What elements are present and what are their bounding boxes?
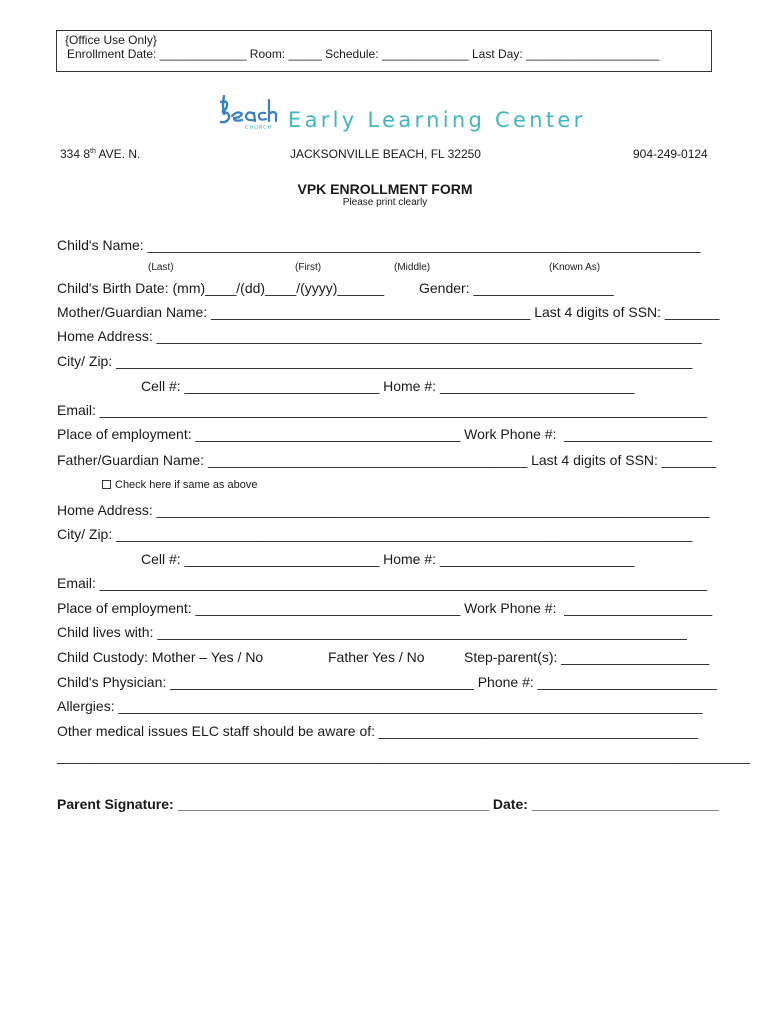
form-subtitle: Please print clearly xyxy=(342,197,428,208)
email-field-1[interactable]: Email: ______________________________________________________________________________ xyxy=(57,402,708,418)
custody-mother-field[interactable]: Child Custody: Mother – Yes / No xyxy=(57,649,264,665)
logo-subtext: CHURCH xyxy=(245,125,273,131)
employment-field-2[interactable]: Place of employment: __________________________________ Work Phone #: ___________________ xyxy=(57,600,713,616)
name-first-caption: (First) xyxy=(295,262,322,273)
same-as-above-checkbox[interactable]: Check here if same as above xyxy=(102,479,257,491)
name-middle-caption: (Middle) xyxy=(394,262,431,273)
email-field-2[interactable]: Email: ______________________________________________________________________________ xyxy=(57,575,708,591)
allergies-field[interactable]: Allergies: ___________________________________________________________________________ xyxy=(57,698,703,714)
city-zip-field-2[interactable]: City/ Zip: __________________________________________________________________________ xyxy=(57,526,693,542)
physician-field[interactable]: Child's Physician: _______________________________________ Phone #: _______________________ xyxy=(57,674,717,690)
medical-issues-field[interactable]: Other medical issues ELC staff should be aware of: _________________________________________ xyxy=(57,723,699,739)
employment-field-1[interactable]: Place of employment: __________________________________ Work Phone #: ___________________ xyxy=(57,426,713,442)
street-address: 334 8th AVE. N. xyxy=(60,147,141,161)
home-address-field-2[interactable]: Home Address: _______________________________________________________________________ xyxy=(57,502,710,518)
home-address-field-1[interactable]: Home Address: ______________________________________________________________________ xyxy=(57,328,702,344)
city-state-zip: JACKSONVILLE BEACH, FL 32250 xyxy=(290,147,481,161)
medical-issues-extra-line[interactable]: _________________________________________________________________________________________ xyxy=(57,748,750,764)
office-use-label: {Office Use Only} xyxy=(65,33,157,47)
checkbox-icon[interactable] xyxy=(102,480,111,489)
custody-father-field[interactable]: Father Yes / No xyxy=(328,649,425,665)
cell-home-field-1[interactable]: Cell #: _________________________ Home #: _________________________ xyxy=(141,378,635,394)
father-guardian-field[interactable]: Father/Guardian Name: _________________________________________ Last 4 digits of SSN: _______ xyxy=(57,452,717,468)
mother-guardian-field[interactable]: Mother/Guardian Name: _________________________________________ Last 4 digits of SSN: _______ xyxy=(57,304,720,320)
name-last-caption: (Last) xyxy=(148,262,174,273)
center-name: Early Learning Center xyxy=(288,108,586,132)
lives-with-field[interactable]: Child lives with: ____________________________________________________________________ xyxy=(57,624,687,640)
parent-signature-field[interactable]: Parent Signature: ________________________________________ Date: ________________________ xyxy=(57,796,719,812)
center-phone: 904-249-0124 xyxy=(633,147,708,161)
name-known-caption: (Known As) xyxy=(549,262,601,273)
birth-date-field[interactable]: Child's Birth Date: (mm)____/(dd)____/(yyyy)______ xyxy=(57,280,385,296)
beach-church-logo xyxy=(218,92,280,132)
office-use-fields: Enrollment Date: _____________ Room: _____ Schedule: _____________ Last Day: ____________________ xyxy=(67,47,660,61)
child-name-field[interactable]: Child's Name: _______________________________________________________________________ xyxy=(57,237,701,253)
form-title: VPK ENROLLMENT FORM xyxy=(297,181,473,197)
city-zip-field-1[interactable]: City/ Zip: __________________________________________________________________________ xyxy=(57,353,693,369)
office-use-box xyxy=(56,30,712,72)
gender-field[interactable]: Gender: __________________ xyxy=(419,280,614,296)
cell-home-field-2[interactable]: Cell #: _________________________ Home #: _________________________ xyxy=(141,551,635,567)
step-parent-field[interactable]: Step-parent(s): ___________________ xyxy=(464,649,710,665)
